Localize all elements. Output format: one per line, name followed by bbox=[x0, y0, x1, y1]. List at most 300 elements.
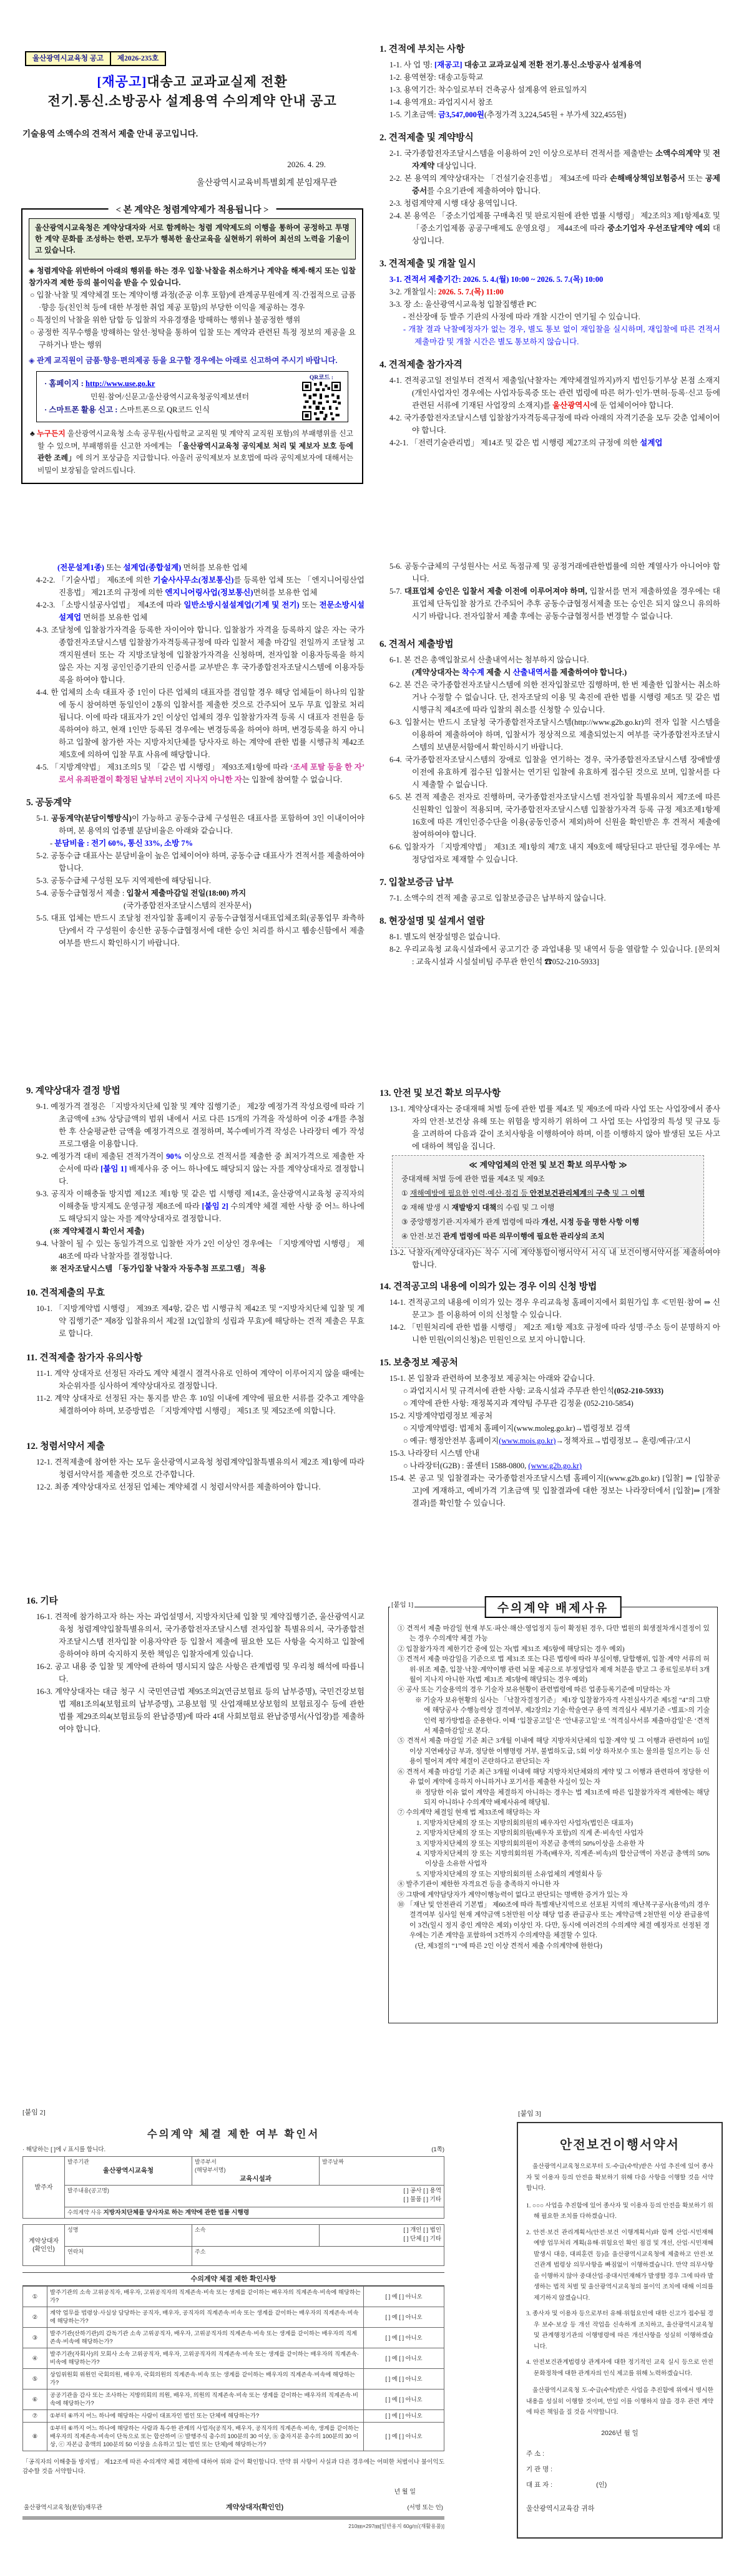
paragraph bbox=[398, 1767, 710, 1788]
paragraph bbox=[399, 1215, 697, 1229]
text-segment: 9-3. 공직자 이해충돌 방지법 제12조 제1항 및 같은 법 시행령 제14조, 울산광역시교육청 공직자의 이해충돌 방지제도 운영규정 제8조에 따라 bbox=[36, 1189, 364, 1211]
page-title bbox=[20, 72, 364, 111]
text-segment: 11. 견적제출 참가자 유의사항 bbox=[26, 1353, 143, 1363]
paragraph bbox=[373, 1246, 720, 1271]
spacer bbox=[373, 622, 720, 637]
integrity-item: ○ 특정인의 낙찰을 위한 담합 등 입찰의 자유경쟁을 방해하는 행위나 불공정한 행위 bbox=[30, 316, 301, 324]
paragraph bbox=[373, 1372, 720, 1385]
paragraph bbox=[373, 1296, 720, 1321]
text-segment: [재공고] bbox=[434, 61, 462, 69]
check-row bbox=[23, 2287, 444, 2307]
text-segment: 15-3. 나라장터 시스템 안내 bbox=[389, 1449, 480, 1458]
text-segment: 전문소방시설설계업 bbox=[59, 601, 364, 622]
spacer bbox=[20, 1417, 364, 1440]
check-answer-checkboxes[interactable]: [ ] 예 [ ] 아니오 bbox=[364, 2348, 444, 2369]
text-segment: ⑧ 발주기관이 제한한 자격요건 등을 충족하지 아니한 자 bbox=[398, 1881, 560, 1889]
annex2-check-note: · 해당하는 [ ]에 √ 표시를 합니다. bbox=[22, 2146, 106, 2153]
contractor-belong-label[interactable]: 소속 bbox=[195, 2227, 206, 2233]
text-segment: 6-5. 본 견적 제출은 전자로 진행하며, 국가종합전자조달시스템 전자입찰 특별유의서 제7조에 따른 신원확인 입찰이 적용되며, 국가종합전자조달시스템 입찰참가자격 등록 규정 제3조제1항제16호에 따른 개인인증수단을 이용(공동인증서 제외)하여 신원을 확인받은 후 견적서 제출에 참여하여야 합니다. bbox=[389, 793, 720, 839]
text-segment: - 전산장애 등 발주 기관의 사정에 따라 개찰 시간이 연기될 수 있습니다. bbox=[403, 312, 640, 321]
text-segment: 9-1. 예정가격 결정은 「지방자치단체 입찰 및 계약 집행기준」 제2장 예정가격 작성요령에 따라 기초금액에 ±3% 상당금액의 범위 내에서 서로 다른 15개의 가격을 작성하여 이중 4개를 추첨한 후 산술평균한 금액을 예정가격으로 결정하며, 복수예비가격 작성은 나라장터 예가 작성 프로그램을 이용합니다. bbox=[36, 1102, 364, 1148]
check-row bbox=[23, 2369, 444, 2390]
text-segment: ③ 중앙행정기관·지자체가 관계 법령에 따라 bbox=[401, 1218, 542, 1226]
contractor-contact-label[interactable]: 연락처 bbox=[67, 2249, 84, 2255]
annex1-title: 수의계약 배제사유 bbox=[485, 1596, 622, 1618]
link[interactable]: (www.g2b.go.kr) bbox=[528, 1461, 582, 1470]
paragraph bbox=[526, 2385, 713, 2418]
title-line1-text: 대송고 교과교실제 전환 bbox=[147, 74, 288, 89]
text-segment: (※ 계약체결시 확인서 제출) bbox=[50, 1227, 144, 1236]
annex1-exclusion-box bbox=[388, 1602, 718, 2023]
text-segment: (국가종합전자조달시스템의 전자문서) bbox=[124, 901, 252, 910]
text-segment: [붙임 2] bbox=[202, 1202, 228, 1211]
text-segment: ③ 견적서 제출 마감일을 기준으로 법 제31조 또는 다른 법령에 따라 부실이행, 담합행위, 입찰·계약 서류의 허위·위조 제출, 입찰·낙찰·계약이행 관련 뇌물 제공으로 부정당업자 제재 처분을 받고 그 종료일로부터 3개월이 지나지 아니한 자(법 제31조 제5항에 해당되는 경우 예외) bbox=[398, 1655, 710, 1684]
notice-number-badge bbox=[25, 51, 166, 66]
text-segment: 6-1. 본 건은 총액입찰로서 산출내역서는 첨부하지 않습니다. bbox=[389, 656, 589, 664]
paragraph bbox=[373, 197, 720, 210]
annex2-label: [붙임 2] bbox=[22, 2109, 46, 2116]
text-segment: 16-3. 계약상대자는 대금 청구 시 국민연금법 제95조의2(연금보험료 등의 납부증명), 국민건강보험법 제81조의4(보험료의 납부증명), 고용보험 및 산업재해보상보험의 보험료징수 등에 관한 법률 제29조의4(보험료등의 완납증명)에 따라 4대 사회보험료 완납증명서(사업장)를 제출하여야 합니다. bbox=[36, 1687, 364, 1733]
paragraph bbox=[398, 1818, 710, 1828]
seal-mark: (인) bbox=[596, 2481, 607, 2489]
text-segment: 재해예방에 필요한 인력·예산·점검 등 bbox=[409, 1189, 530, 1198]
text-segment: 15. 보충정보 제공처 bbox=[379, 1358, 458, 1368]
text-segment: 또는 bbox=[104, 563, 124, 572]
check-answer-checkboxes[interactable]: [ ] 예 [ ] 아니오 bbox=[364, 2307, 444, 2328]
order-content-label: 발주내용(공고명) bbox=[67, 2187, 109, 2194]
spacer bbox=[526, 2379, 713, 2385]
paragraph bbox=[373, 1422, 720, 1435]
text-segment: 금3,547,000원 bbox=[438, 110, 484, 119]
text-segment: 는 입찰에 참여할 수 없습니다. bbox=[242, 775, 343, 784]
text-segment: 입찰서 제출마감일 전일(18:00) 까지 bbox=[126, 889, 247, 898]
paragraph bbox=[20, 1262, 364, 1275]
report-instruction: ◈ 관계 교직원이 금품·향응·편의제공 등을 요구할 경우에는 아래로 신고하여 주시기 바랍니다. bbox=[29, 356, 338, 365]
text-segment: 의 수립 및 그 이행 bbox=[496, 1203, 555, 1212]
contractor-type-checkboxes[interactable]: [ ] 개인 [ ] 법인 [ ] 단체 [ ] 기타 bbox=[403, 2227, 441, 2242]
text-segment: 1-1. 사 업 명: bbox=[389, 61, 434, 69]
paragraph bbox=[20, 1150, 364, 1188]
left-flow-page7 bbox=[20, 1594, 364, 1735]
text-segment: 4-5. 「지방계약법」 제31조의5 및 「같은 법 시행령」 제93조제1항에 따라 bbox=[36, 763, 290, 772]
spacer bbox=[20, 1275, 364, 1286]
text-segment: 면허를 보유한 업체 bbox=[81, 613, 148, 622]
contractor-address-label[interactable]: 주소 bbox=[195, 2249, 206, 2255]
text-segment: 이행 bbox=[630, 1189, 645, 1198]
address-field[interactable]: 주 소 : bbox=[526, 2449, 545, 2457]
text-segment: 공제증서 bbox=[412, 174, 720, 195]
annex2-title: 수의계약 체결 제한 여부 확인서 bbox=[147, 2129, 320, 2140]
paragraph bbox=[373, 679, 720, 716]
paragraph bbox=[373, 412, 720, 437]
text-segment: ② 입찰참가자격 제한기간 중에 있는 자(법 제31조 제5항에 해당되는 경우 예외) bbox=[398, 1645, 625, 1653]
text-segment: ④ 안전·보건 bbox=[401, 1232, 443, 1241]
text-segment: 13. 안전 및 보건 확보 의무사항 bbox=[379, 1088, 501, 1098]
paragraph bbox=[526, 2227, 713, 2304]
spacer bbox=[373, 121, 720, 131]
paragraph bbox=[20, 761, 364, 786]
text-segment: 를 제출하여야 합니다.) bbox=[550, 668, 627, 677]
paragraph bbox=[398, 1941, 710, 1951]
paragraph bbox=[373, 560, 720, 585]
club-icon: ♣ bbox=[30, 429, 37, 438]
text-segment: 4-1. 견적공고일 전일부터 견적서 제출일(낙찰자는 계약체결일까지)까지 법인등기부상 본점 소재지(개인사업자인 경우에는 사업자등록증 또는 관련 법령에 따른 허가·인가·면허·등록·신고 등에 관련된 서류에 기재된 사업장의 소재지)를 bbox=[389, 376, 720, 410]
paragraph bbox=[373, 1472, 720, 1509]
paragraph bbox=[373, 791, 720, 841]
check-question: 계약 업무를 법령상·사실상 담당하는 공직자, 배우자, 공직자의 직계존속·비속 또는 생계를 같이하는 배우자의 직계존속·비속에 해당하는가? bbox=[47, 2307, 364, 2328]
text-segment: 10. 견적제출의 무효 bbox=[26, 1288, 105, 1298]
annex2-confirmation-form bbox=[22, 2107, 444, 2530]
order-type-checkboxes[interactable]: [ ] 공사 [ ] 용역 [ ] 물품 [ ] 기타 bbox=[403, 2187, 441, 2203]
text-segment: 4. 지방자치단체의 장 또는 지방의회의원 가족(배우자, 직계존·비속)의 합산금액이 자본금 총액의 50% 이상을 소유한 사업자 bbox=[416, 1849, 710, 1868]
paragraph bbox=[373, 585, 720, 622]
right-flow-page2 bbox=[373, 42, 720, 449]
annex3-date[interactable]: 2026년 월 일 bbox=[601, 2429, 638, 2437]
check-question: 상임위원회 위원인 국회의원, 배우자, 국회의원의 직계존속·비속 또는 생계를 같이하는 배우자의 직계존속·비속에 해당하는가? bbox=[47, 2369, 364, 2390]
annex3-label: [붙임 3] bbox=[518, 2110, 541, 2118]
integrity-heading: < 본 계약은 청렴계약제가 적용됩니다 > bbox=[109, 203, 276, 216]
paragraph bbox=[20, 1610, 364, 1660]
paragraph bbox=[373, 147, 720, 172]
homepage-row bbox=[44, 377, 295, 390]
check-section-title: 수의계약 체결 제한 확인사항 bbox=[22, 2272, 444, 2286]
paragraph bbox=[20, 1660, 364, 1685]
qr-area bbox=[300, 374, 343, 424]
title-prefix: [재공고] bbox=[97, 74, 147, 89]
paragraph bbox=[398, 1644, 710, 1654]
text-segment: →정책자료→법령정보→ 훈령/예규/고시 bbox=[555, 1436, 692, 1445]
club-red-text: 누구든지 bbox=[37, 429, 66, 438]
paragraph bbox=[20, 1225, 364, 1237]
homepage-label: · 홈페이지 : bbox=[44, 379, 84, 388]
paragraph bbox=[20, 850, 364, 874]
text-segment: 에 둔 업체이어야 합니다. bbox=[590, 401, 673, 410]
text-segment: 16-1. 견적에 참가하고자 하는 자는 과업설명서, 지방자치단체 입찰 및 계약집행기준, 울산광역시교육청 청렴계약입찰특별유의서, 국가종합전자조달시스템 전자입찰 특별유의서, 국가종합전자조달시스템 전자입찰 이용자약관 등 입찰서 제출에 필요한 모든 사항을 숙지하고 입찰에 응하여야 하며 숙지하지 못한 책임은 입찰자에게 있습니다. bbox=[36, 1612, 364, 1658]
paragraph bbox=[20, 599, 364, 624]
text-segment: 14-2. 「민원처리에 관한 법률 시행령」 제2조 제1항 제3호 규정에 따라 성명·주소 등이 분명하지 아니한 민원(이의신청)은 민원인으로 보지 아니합니다. bbox=[389, 1323, 720, 1344]
order-org-value: 울산광역시교육청 bbox=[102, 2167, 154, 2174]
text-segment: 15-1. 본 입찰과 관련하여 보충정보 제공처는 아래와 같습니다. bbox=[389, 1374, 595, 1383]
contractor-sign-label: 계약상대자(확인인) bbox=[225, 2504, 284, 2511]
spacer bbox=[373, 1271, 720, 1280]
paragraph bbox=[20, 686, 364, 761]
text-segment: 5-5. 대표 업체는 반드시 조달청 전자입찰 홈페이지 공동수급협정서대표업체조회(공통업무 좌측하단)에서 각 구성원이 송신한 공동수급협정서에 대한 승인 처리를 하시고 웹송신함에서 제출여부를 반드시 확인하시기 바랍니다. bbox=[36, 914, 364, 947]
representative-field[interactable]: 대 표 자 : (인) bbox=[526, 2481, 607, 2489]
text-segment: (추정가격 3,224,545원 + 부가세 322,455원) bbox=[484, 110, 627, 119]
section-heading bbox=[373, 1087, 720, 1101]
paragraph bbox=[398, 1624, 710, 1644]
spacer bbox=[373, 247, 720, 257]
section-heading bbox=[373, 914, 720, 929]
text-segment: 수의계약 체결 제한 사항 중 어느 하나에도 해당되지 않는 자를 계약상대자로 결정합니다. bbox=[59, 1202, 365, 1223]
spacer bbox=[373, 348, 720, 358]
paragraph bbox=[398, 1879, 710, 1889]
paragraph bbox=[20, 887, 364, 899]
paragraph bbox=[373, 323, 720, 348]
check-answer-checkboxes[interactable]: [ ] 예 [ ] 아니오 bbox=[364, 2410, 444, 2423]
annex3-title: 안전보건이행서약서 bbox=[560, 2138, 680, 2152]
text-segment: (052-210-5933) bbox=[614, 1387, 664, 1395]
notice-date: 2026. 4. 29. bbox=[287, 160, 326, 169]
text-segment: (계약상대자는 bbox=[412, 668, 462, 677]
text-segment: 5-7. bbox=[389, 587, 404, 596]
paragraph bbox=[373, 311, 720, 323]
text-segment: 이 가능하고 공동수급체 구성원은 대표사를 포함하여 3인 이내이어야 하며, 본 용역의 업종별 분담비율은 아래와 같습니다. bbox=[59, 814, 364, 835]
text-segment: 입찰서를 먼저 제출하였을 경우에는 대표업체 단독입찰 참가로 간주되어 추후 공동수급협정서제출 또는 승인은 되지 않으니 유의하시기 바랍니다. 전자입찰서 제출 후에는 공동수급협정서를 변경할 수 없습니다. bbox=[412, 587, 720, 621]
check-row bbox=[23, 2307, 444, 2328]
paragraph bbox=[373, 59, 720, 71]
contractor-name-label[interactable]: 성명 bbox=[67, 2227, 79, 2233]
text-segment: (단, 제3절의 “1”에 따른 2인 이상 견적서 제출 수의계약에 한한다) bbox=[415, 1942, 602, 1950]
text-segment: 3. 종사자 및 이용자 등으로부터 유해·위험요인에 대한 신고가 접수될 경우 보수·보강 등 개선 작업을 신속하게 조치하고, 울산광역시교육청 및 관계행정기관의 이행명령에 따른 개선사항을 성실히 이행하겠습니다. bbox=[526, 2310, 713, 2350]
text-segment: 1. 견적에 부치는 사항 bbox=[379, 44, 465, 54]
check-question: 발주기관(산하기관)의 감독기관 소속 고위공직자, 배우자, 고위공직자의 직계존속·비속 또는 생계를 같이하는 배우자의 직계존속·비속에 해당하는가? bbox=[47, 2328, 364, 2348]
section-heading bbox=[373, 358, 720, 372]
text-segment: 10-1. 「지방계약법 시행령」 제39조 제4항, 같은 법 시행규칙 제42조 및 “지방자치단체 입찰 및 계약 집행기준” 제8장 입찰유의서 제2절 12(입찰의 성립과 무효)에 해당하는 견적 제출은 무효로 합니다. bbox=[36, 1304, 364, 1338]
text-segment: ② 재해 발생 시 bbox=[401, 1203, 452, 1212]
paragraph bbox=[373, 1321, 720, 1346]
orderer-table bbox=[22, 2156, 444, 2219]
spacer bbox=[526, 2194, 713, 2201]
check-number: ⑤ bbox=[23, 2369, 47, 2390]
text-segment: 2. 견적제출 및 계약방식 bbox=[379, 133, 474, 143]
text-segment: 2-3. 청렴계약제 시행 대상 용역입니다. bbox=[389, 199, 517, 208]
text-segment: 5-1. bbox=[36, 814, 51, 823]
text-segment: 울산광역시교육청으로부터 도·수급(수탁)받은 사업 추진에 있어 종사자 및 이용자 등의 안전을 확보하기 위해 다음 사항을 이행할 것을 서약합니다. bbox=[526, 2163, 713, 2192]
check-number: ⑦ bbox=[23, 2410, 47, 2423]
text-segment: 공동계약(분담이행방식) bbox=[51, 814, 132, 823]
text-segment: 구축 bbox=[595, 1189, 610, 1198]
text-segment: 대송고 교과교실제 전환 전기.통신.소방공사 설계용역 bbox=[464, 61, 642, 69]
sign-or-seal-label[interactable]: (서명 또는 인) bbox=[407, 2504, 443, 2511]
paragraph bbox=[398, 1828, 710, 1838]
paragraph bbox=[20, 1188, 364, 1225]
text-segment: 8. 현장설명 및 설계서 열람 bbox=[379, 916, 485, 926]
integrity-warning: ◈ 청렴계약을 위반하여 아래의 행위를 하는 경우 입찰·낙찰을 취소하거나 계약을 해제·해지 또는 입찰참가자격 제한 등의 불이익을 받을 수 있습니다. bbox=[29, 266, 356, 287]
section-heading bbox=[373, 1280, 720, 1294]
paragraph bbox=[373, 1460, 720, 1472]
paragraph bbox=[20, 1392, 364, 1417]
paragraph bbox=[20, 624, 364, 686]
check-number: ⑥ bbox=[23, 2390, 47, 2410]
org-name-field[interactable]: 기 관 명 : bbox=[526, 2465, 553, 2473]
paper-spec: 210㎜×297㎜[일반용지 60g/㎡(재활용품)] bbox=[348, 2523, 444, 2529]
text-segment: 면허를 보유한 업체 bbox=[181, 563, 248, 572]
form2-date-line[interactable]: 년 월 일 bbox=[394, 2489, 416, 2496]
spacer bbox=[373, 904, 720, 914]
text-segment: 또는 bbox=[299, 601, 320, 609]
annex3-pledge-form bbox=[517, 2110, 723, 2539]
text-segment: 90% bbox=[166, 1152, 182, 1161]
integrity-pledge: 울산광역시교육청은 계약상대자와 서로 함께하는 청렴 계약제도의 이행을 통하여 공정하고 투명한 계약 문화를 조성하는 한편, 모두가 행복한 울산교육을 실현하기 위하여 최선의 노력을 기울이고 있습니다. bbox=[29, 218, 356, 259]
check-answer-checkboxes[interactable]: [ ] 예 [ ] 아니오 bbox=[364, 2390, 444, 2410]
badge-number: 제2026-235호 bbox=[110, 52, 165, 65]
text-segment: 3-2. 개찰일시: bbox=[389, 288, 438, 296]
spacer bbox=[526, 2222, 713, 2227]
check-question: 발주기관(자회사)의 모회사 소속 고위공직자, 배우자, 고위공직자의 직계존속·비속 또는 생계를 같이하는 배우자의 직계존속·비속에 해당하는가? bbox=[47, 2348, 364, 2369]
section-heading bbox=[20, 1084, 364, 1098]
text-segment: ※ 기술자 보유현황의 심사는 「낙찰자결정기준」 제1장 입찰참가자격 사전심사기준 제5절 “4”의 그밖에 해당공사 수행능력상 결격여부, 제2장의2 기술·학술연구 용역 적격심사 세부기준 <별표>의 기술인력 평가방법을 준용한다. 이때 ‘입찰공고일’은 ‘안내공고일’로 ‘적격심사서류 제출마감일’은 ‘견적서 제출마감일’로 본다. bbox=[415, 1696, 710, 1735]
text-segment: 개선, 시정 등을 명한 사항 이행 bbox=[541, 1218, 640, 1226]
text-segment: 4-2-2. 「기술사법」 제6조에 의한 bbox=[36, 576, 154, 584]
annex2-page-number: (1쪽) bbox=[431, 2146, 444, 2153]
text-segment: 4. 견적제출 참가자격 bbox=[379, 360, 462, 370]
text-segment: ⑩ 「재난 및 안전관리 기본법」 제60조에 따라 특별재난지역으로 선포된 지역의 재난복구공사(용역)의 경우 결격여부 심사일 현재 계약금액 5천만원 이상 해당 업종 관급공사 또는 계약금액 2천만원 이상 관급용역이 3건(일시 정지 중인 계약은 제외) 이상인 자. 다만, 동시에 여러건의 수의계약 체결 예정자로 선정된 경우에는 기존 계약을 포함하여 3건까지 수의계약을 체결할 수 있다. bbox=[398, 1901, 710, 1940]
homepage-link[interactable]: http://www.use.go.kr bbox=[86, 379, 155, 388]
text-segment: ⑥ 견적서 제출 마감일 기준 최근 3개월 이내에 해당 지방자치단체와의 계약 및 그 이행과 관련하여 정당한 이유 없이 계약에 응하지 아니하거나 포기서를 제출한 사실이 있는 자 bbox=[398, 1768, 710, 1786]
text-segment: 3. 지방자치단체의 장 또는 지방의회의원이 자본금 총액의 50%이상을 소유한 자 bbox=[416, 1839, 645, 1847]
paragraph bbox=[373, 1410, 720, 1422]
text-segment: 및 bbox=[700, 149, 713, 158]
paragraph bbox=[373, 654, 720, 666]
section-heading bbox=[20, 1594, 364, 1609]
check-row bbox=[23, 2328, 444, 2348]
check-answer-checkboxes[interactable]: [ ] 예 [ ] 아니오 bbox=[364, 2287, 444, 2307]
text-segment: 3-3. 장 소: 울산광역시교육청 입찰집행관 PC bbox=[389, 300, 537, 309]
text-segment: 2-2. 본 용역의 계약상대자는 「건설기술진흥법」 제34조에 따라 bbox=[389, 174, 610, 183]
text-segment: ‘조세 포탈 등을 한 자’ 로서 유죄판결이 확정된 날부터 2년이 지나지 아니한 자 bbox=[59, 763, 364, 784]
order-date-label: 발주날짜 bbox=[322, 2159, 344, 2165]
check-question: 발주기관의 소속 고위공직자, 배우자, 고위공직자의 직계존속·비속 또는 생계를 같이하는 배우자의 직계존속·비속에 해당하는가? bbox=[47, 2287, 364, 2307]
text-segment: 제출 시 bbox=[484, 668, 513, 677]
check-row bbox=[23, 2423, 444, 2451]
text-segment: ① 견적서 제출 마감일 현재 부도·파산·해산·영업정지 등이 확정된 경우, 다만 법원의 회생절차개시결정이 있는 경우 수의계약 체결 가능 bbox=[398, 1625, 710, 1643]
qr-code-icon bbox=[302, 382, 341, 420]
check-question: 공공기관을 감사 또는 조사하는 지방의회의 의원, 배우자, 의원의 직계존속·비속 또는 생계를 같이하는 배우자의 직계존속·비속에 해당하는가? bbox=[47, 2390, 364, 2410]
annex1-items bbox=[398, 1624, 710, 1951]
text-segment: 대상입니다. bbox=[434, 162, 476, 170]
text-segment: 11-1. 계약 상대자로 선정된 자라도 계약 체결시 결격사유로 인하여 계약이 이루어지지 않을 때에는 차순위자를 심사하여 계약상대자로 결정합니다. bbox=[36, 1369, 364, 1390]
paragraph bbox=[373, 273, 720, 286]
text-segment: ⑨ 그밖에 계약담당자가 계약이행능력이 없다고 판단되는 명백한 증거가 있는 자 bbox=[398, 1891, 628, 1899]
paragraph bbox=[526, 2308, 713, 2352]
paragraph bbox=[373, 1397, 720, 1410]
text-segment: 15-4. 본 공고 및 입찰결과는 국가종합전자조달시스템 홈페이지[(www.g2b.go.kr) [입찰] ⇒ [입찰공고]에 게재하고, 예비가격 기초금액 및 입찰결과에 대한 정보는 나라장터에서 [입찰]⇒ [개찰결과]를 확인할 수 있습니다. bbox=[389, 1474, 720, 1508]
text-segment: 9. 계약상대자 결정 방법 bbox=[26, 1086, 120, 1096]
text-segment: 대표업체 승인은 입찰서 제출 이전에 이루어져야 하며, bbox=[404, 587, 587, 596]
text-segment: 기술사사무소(정보통신) bbox=[153, 576, 234, 584]
paragraph bbox=[20, 874, 364, 887]
club-tail-text: 에 의거 포상금을 지급합니다. 아울러 공익제보자 보호법에 따라 공익제보자에 대해서는 비밀이 보장됨을 알려드립니다. bbox=[37, 453, 353, 475]
text-segment: 2-4. 본 용역은 「중소기업제품 구매촉진 및 판로지원에 관한 법률 시행령」 제2조의3 제1항제4호 및 「중소기업제품 공공구매제도 운영요령」 제44조에 따라 bbox=[389, 211, 720, 233]
paragraph bbox=[20, 1481, 364, 1493]
check-question: ①부터 ⑥까지 어느 하나에 해당하는 사람이 대표자인 법인 또는 단체에 해당하는가? bbox=[47, 2410, 364, 2423]
signature-row bbox=[22, 2498, 444, 2519]
spacer bbox=[373, 1346, 720, 1356]
check-number: ④ bbox=[23, 2348, 47, 2369]
text-segment: ⑦ 수의계약 체결일 현재 법 제33조에 해당하는 자 bbox=[398, 1809, 541, 1817]
text-segment: 안전보건관리체계 bbox=[529, 1189, 587, 1198]
paragraph bbox=[373, 666, 720, 679]
order-dept-label: 발주부서 (해당부서명) bbox=[195, 2159, 226, 2173]
paragraph bbox=[20, 899, 364, 912]
section-heading bbox=[373, 131, 720, 145]
paragraph bbox=[398, 1695, 710, 1736]
paragraph bbox=[20, 1367, 364, 1392]
smartphone-row bbox=[44, 403, 295, 417]
paragraph bbox=[373, 716, 720, 753]
badge-agency: 울산광역시교육청 공고 bbox=[32, 55, 104, 62]
text-segment: ※ 전자조달시스템 「동가입찰 낙찰자 자동추첨 프로그램」 적용 bbox=[50, 1264, 267, 1273]
text-segment: 5. 지방자치단체의 장 또는 지방의회의원 소유업체의 계열회사 등 bbox=[416, 1870, 603, 1878]
annex1-label: [붙임 1] bbox=[390, 1600, 414, 1609]
paragraph bbox=[398, 1900, 710, 1941]
restriction-check-table bbox=[22, 2286, 444, 2451]
paragraph bbox=[373, 298, 720, 311]
paragraph bbox=[398, 1685, 710, 1695]
text-segment: 착수계 bbox=[461, 668, 484, 677]
spacer bbox=[373, 866, 720, 876]
text-segment: 1. 지방자치단체의 장 또는 지방의회의원의 배우자인 사업자(법인은 대표자) bbox=[416, 1819, 634, 1827]
check-answer-checkboxes[interactable]: [ ] 예 [ ] 아니오 bbox=[364, 2328, 444, 2348]
paragraph bbox=[399, 1186, 697, 1201]
check-question: ①부터 ⑥까지 어느 하나에 해당하는 사람과 특수한 관계의 사업자(공직자, 배우자, 공직자의 직계존속·비속, 생계를 같이하는 배우자의 직계존속·비속이 단독으로 또는 합산하여 ⓐ 발행주식 총수의 100분의 30 이상, ⓑ 출자지분 총수의 100분의 30 이상, ⓒ 자본금 총액의 100분의 50 이상을 소유하고 있는 법인 또는 단체)에 해당하는가? bbox=[47, 2423, 364, 2451]
text-segment: 2. 지방자치단체의 장 또는 지방의회의원(배우자 포함)의 직계 존·비속인 사업자 bbox=[416, 1829, 643, 1838]
text-segment: 전자계약 bbox=[412, 149, 720, 170]
order-dept-value: 교육시설과 bbox=[240, 2175, 272, 2182]
check-answer-checkboxes[interactable]: [ ] 예 [ ] 아니오 bbox=[364, 2369, 444, 2390]
text-segment: 울산광역시 bbox=[552, 401, 590, 410]
text-segment: [붙임 1] bbox=[100, 1165, 127, 1173]
text-segment: 면허를 보유한 업체 bbox=[253, 588, 318, 597]
text-segment: (전문설계1종) bbox=[57, 563, 104, 572]
check-answer-checkboxes[interactable]: [ ] 예 [ ] 아니오 bbox=[364, 2423, 444, 2451]
paragraph bbox=[20, 574, 364, 599]
paragraph bbox=[398, 1788, 710, 1808]
text-segment: 4-3. 조달청에 입찰참가자격을 등록한 자이어야 합니다. 입찰참가 자격을 등록하지 않은 자는 국가종합전자조달시스템 입찰참가자격등록규정에 따라 입찰서 제출 마감일 전일까지 조달청 고객지원센터 또는 각 지방조달청에 입찰참가자격을 신청하며, 전자입찰 이용자등록을 하지 않은 자는 지정 공인인증기관의 인증서를 교부받은 후 국가종합전자조달시스템에 이용자등록을 하여야 합니다. bbox=[36, 626, 364, 684]
paragraph bbox=[398, 1808, 710, 1818]
paragraph bbox=[373, 109, 720, 121]
text-segment: 4. 안전보건관계법령상 관계자에 대한 정기적인 교육 실시 등으로 안전문화정착에 대한 관계자의 인식 제고를 위해 노력하겠습니다. bbox=[526, 2359, 713, 2377]
text-segment: - bbox=[50, 839, 55, 848]
text-segment: 설계업(종합설계) bbox=[123, 563, 182, 572]
text-segment: 14. 견적공고의 내용에 이의가 있는 경우 이의 신청 방법 bbox=[379, 1282, 597, 1292]
text-segment: 및 그 bbox=[610, 1189, 631, 1198]
paragraph bbox=[373, 1385, 720, 1397]
check-number: ③ bbox=[23, 2328, 47, 2348]
text-segment: 7. 입찰보증금 납부 bbox=[379, 878, 454, 888]
smartphone-text: 스마트폰으로 QR코드 인식 bbox=[119, 405, 210, 414]
text-segment: 1-5. 기초금액: bbox=[389, 110, 438, 119]
paragraph bbox=[398, 1839, 710, 1849]
text-segment: ⑤ 견적서 제출 마감일 기준 최근 3개월 이내에 해당 지방자치단체의 입찰·계약 및 그 이행과 관련하여 10일 이상 지연배상금 부과, 정당한 이행명령 거부, 불법하도급, 5회 이상 하자보수 또는 물의를 일으키는 등 신용이 떨어져 계약 체결이 곤란하다고 판단되는 자 bbox=[398, 1737, 710, 1766]
qr-label: QR코드 : bbox=[309, 375, 334, 381]
text-segment: 설계업 bbox=[640, 438, 663, 447]
text-segment: 2026. 5. 7.(목) 11:00 bbox=[438, 288, 504, 296]
smartphone-label: · 스마트폰 활용 신고 : bbox=[44, 405, 118, 414]
paragraph bbox=[20, 1685, 364, 1735]
text-segment: 11-2. 계약 상대자로 선정된 자는 통지를 받은 후 10일 이내에 계약에 필요한 서류를 갖추고 계약을 체결하여야 하며, 보증방법은 「지방계약법 시행령」 제51조 및 제52조에 의합니다. bbox=[36, 1394, 364, 1415]
title-line2: 전기.통신.소방공사 설계용역 수의계약 안내 공고 bbox=[47, 94, 337, 109]
section-heading bbox=[20, 1351, 364, 1365]
text-segment: 이상으로 견적서를 제출한 중 최저가격으로 제출한 자 순서에 따라 bbox=[59, 1152, 364, 1173]
paragraph bbox=[526, 2357, 713, 2379]
text-segment: 15-2. 지방계약법령정보 제공처 bbox=[389, 1411, 493, 1420]
order-org-label: 발주기관 bbox=[67, 2159, 89, 2165]
text-segment: 엔지니어링사업(정보통신) bbox=[165, 588, 253, 597]
text-segment: 3. 견적제출 및 개찰 일시 bbox=[379, 259, 476, 269]
section-heading bbox=[373, 1356, 720, 1370]
paragraph bbox=[373, 841, 720, 866]
paragraph bbox=[398, 1849, 710, 1869]
check-number: ① bbox=[23, 2287, 47, 2307]
text-segment: 3-1. 견적서 제출기간: 2026. 5. 4.(월) 10:00 ~ 2026. 5. 7.(목) 10:00 bbox=[389, 275, 604, 284]
text-segment: ○ 나라장터(G2B) : 콜센터 1588-0800, bbox=[403, 1461, 529, 1470]
link[interactable]: (www.mois.go.kr) bbox=[499, 1436, 556, 1445]
paragraph bbox=[526, 2161, 713, 2194]
right-flow-page6-top bbox=[373, 1087, 720, 1153]
text-segment: 중대재해 처벌 등에 관한 법률 제4조 및 제9조 bbox=[401, 1174, 545, 1183]
